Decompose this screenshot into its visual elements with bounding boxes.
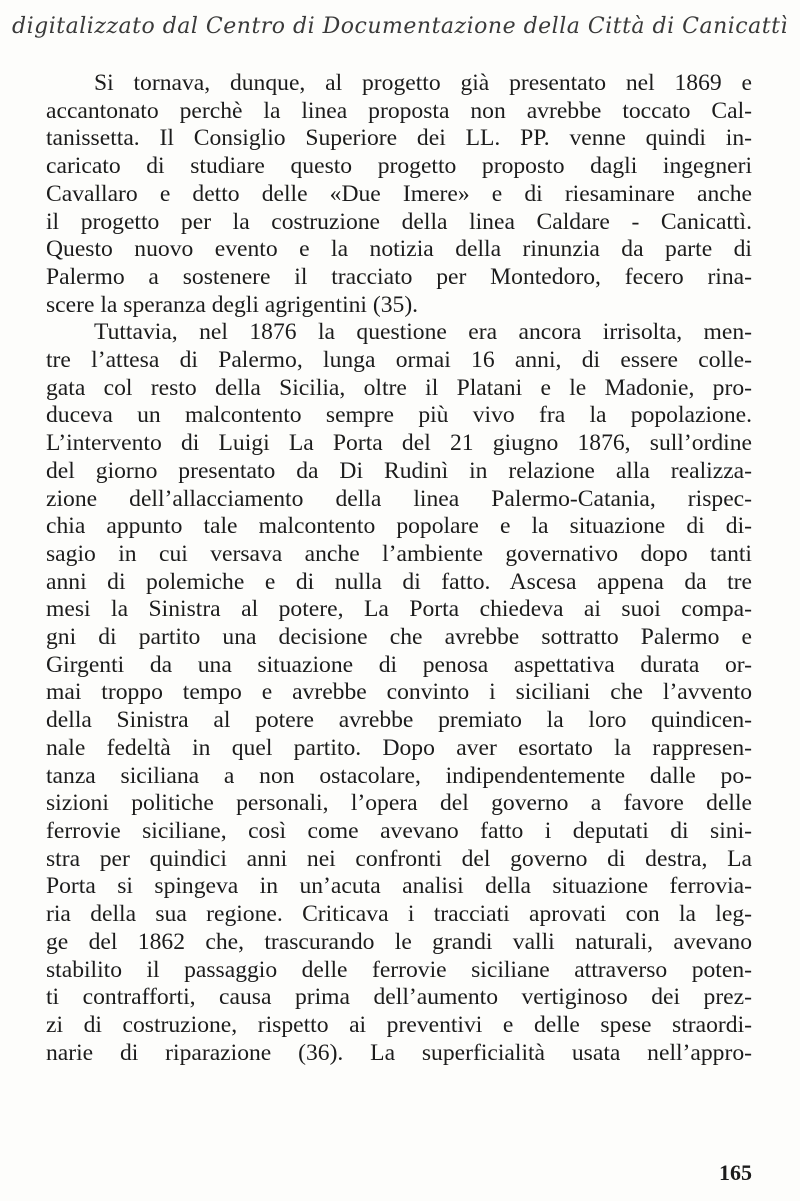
- text-line: ge del 1862 che, trascurando le grandi valli naturali, avevano: [46, 928, 752, 955]
- text-line: nale fedeltà in quel partito. Dopo aver esortato la rappresen-: [46, 734, 752, 761]
- paragraph-2: [46, 319, 752, 1067]
- text-line: ria della sua regione. Criticava i tracciati aprovati con la leg-: [46, 901, 752, 928]
- text-line: caricato di studiare questo progetto proposto dagli ingegneri: [46, 153, 752, 180]
- text-line: Si tornava, dunque, al progetto già presentato nel 1869 e: [94, 70, 752, 96]
- text-line: sizioni politiche personali, l’opera del governo a favore delle: [46, 790, 752, 817]
- text-line: stabilito il passaggio delle ferrovie siciliane attraverso poten-: [46, 956, 752, 983]
- text-line: mesi la Sinistra al potere, La Porta chiedeva ai suoi compa-: [46, 596, 752, 623]
- text-line: ti contrafforti, causa prima dell’aumento vertiginoso dei prez-: [46, 984, 752, 1011]
- text-line: zione dell’allacciamento della linea Palermo-Catania, rispec-: [46, 485, 752, 512]
- text-line: Cavallaro e detto delle «Due Imere» e di riesaminare anche: [46, 180, 752, 207]
- text-line: tre l’attesa di Palermo, lunga ormai 16 anni, di essere colle-: [46, 347, 752, 374]
- text-line: mai troppo tempo e avrebbe convinto i siciliani che l’avvento: [46, 679, 752, 706]
- body-text: [46, 70, 752, 1067]
- text-line: scere la speranza degli agrigentini (35).: [46, 291, 419, 318]
- text-line: Porta si spingeva in un’acuta analisi della situazione ferrovia-: [46, 873, 752, 900]
- text-line: della Sinistra al potere avrebbe premiato la loro quindicen-: [46, 707, 752, 734]
- paragraph-1: [46, 70, 752, 319]
- text-line: zi di costruzione, rispetto ai preventivi e delle spese straordi-: [46, 1011, 752, 1038]
- text-line: tanissetta. Il Consiglio Superiore dei LL. PP. venne quindi in-: [46, 125, 752, 152]
- text-line: narie di riparazione (36). La superficialità usata nell’appro-: [46, 1039, 752, 1066]
- page-number: 165: [719, 1160, 752, 1185]
- text-line: gni di partito una decisione che avrebbe sottratto Palermo e: [46, 624, 752, 651]
- text-line: L’intervento di Luigi La Porta del 21 giugno 1876, sull’ordine: [46, 430, 752, 457]
- text-line: ferrovie siciliane, così come avevano fatto i deputati di sini-: [46, 817, 752, 844]
- text-line: del giorno presentato da Di Rudinì in relazione alla realizza-: [46, 457, 752, 484]
- digitization-watermark: digitalizzato dal Centro di Documentazione della Città di Canicattì: [12, 14, 788, 39]
- text-line: gata col resto della Sicilia, oltre il Platani e le Madonie, pro-: [46, 374, 752, 401]
- text-line: tanza siciliana a non ostacolare, indipendentemente dalle po-: [46, 762, 752, 789]
- text-line: accantonato perchè la linea proposta non avrebbe toccato Cal-: [46, 97, 752, 124]
- text-line: chia appunto tale malcontento popolare e la situazione di di-: [46, 513, 752, 540]
- text-line: il progetto per la costruzione della linea Caldare - Canicattì.: [46, 208, 752, 235]
- text-line: stra per quindici anni nei confronti del governo di destra, La: [46, 845, 752, 872]
- text-line: duceva un malcontento sempre più vivo fra la popolazione.: [46, 402, 752, 429]
- text-line: Tuttavia, nel 1876 la questione era ancora irrisolta, men-: [94, 319, 752, 346]
- text-line: Girgenti da una situazione di penosa aspettativa durata or-: [46, 651, 752, 678]
- text-line: sagio in cui versava anche l’ambiente governativo dopo tanti: [46, 540, 752, 567]
- text-line: Palermo a sostenere il tracciato per Montedoro, fecero rina-: [46, 263, 752, 290]
- text-line: Questo nuovo evento e la notizia della rinunzia da parte di: [46, 236, 752, 263]
- text-line: anni di polemiche e di nulla di fatto. Ascesa appena da tre: [46, 568, 752, 595]
